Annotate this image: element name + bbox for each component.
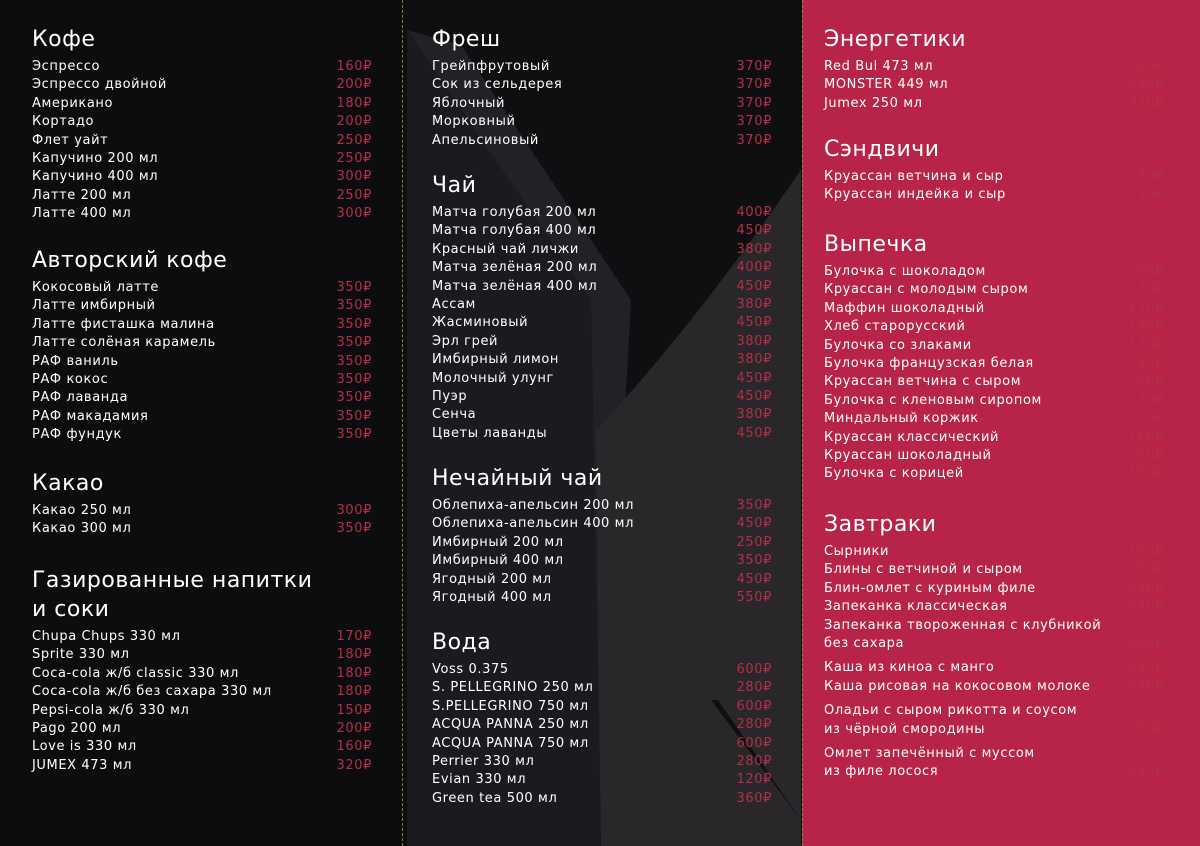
menu-item: [432, 58, 772, 76]
menu-item: [32, 76, 372, 94]
menu-item: [824, 95, 1164, 113]
item-name: Маффин шоколадный: [824, 300, 985, 316]
item-price: 230₽: [1128, 187, 1164, 203]
item-name: Блин-омлет с куриным филе: [824, 580, 1036, 596]
menu-item: [432, 679, 772, 697]
item-price: 380₽: [736, 241, 772, 257]
menu-item: [824, 392, 1164, 410]
item-list: [432, 497, 772, 607]
item-price: 300₽: [336, 503, 372, 518]
item-price: 180₽: [336, 665, 372, 681]
item-price: 170₽: [1128, 300, 1164, 316]
menu-item: [432, 259, 772, 277]
item-price: 450₽: [736, 425, 772, 441]
menu-item: [32, 520, 372, 538]
menu-item: [432, 351, 772, 369]
item-name: ACQUA PANNA 750 мл: [432, 735, 589, 751]
item-name: Морковный: [432, 114, 516, 130]
column-divider: [402, 0, 403, 846]
item-name: Пуэр: [432, 389, 468, 405]
item-name: Кокосовый латте: [32, 280, 160, 295]
menu-item: [824, 318, 1164, 336]
menu-item: [32, 408, 372, 426]
item-name: Матча зелёная 200 мл: [432, 260, 598, 276]
section-breakfast: [824, 511, 1164, 788]
menu-item: [824, 659, 1164, 677]
item-price: 300₽: [336, 169, 372, 185]
menu-item: [32, 665, 372, 683]
menu-item: [432, 132, 772, 150]
menu-item: [432, 698, 772, 716]
item-name: Красный чай личжи: [432, 241, 579, 257]
item-price: 280₽: [1128, 77, 1164, 93]
item-name: S. PELLEGRINO 250 мл: [432, 680, 594, 696]
menu-item: [824, 281, 1164, 299]
item-price: 150₽: [336, 702, 372, 718]
item-name: S.PELLEGRINO 750 мл: [432, 698, 589, 714]
item-price: 450₽: [736, 370, 772, 386]
section-sandwiches: [824, 136, 1164, 205]
menu-item: [432, 333, 772, 351]
menu-item: [432, 425, 772, 443]
item-name: Капучино 400 мл: [32, 169, 159, 185]
item-price: 250₽: [1128, 660, 1164, 676]
section-title: Кофе: [32, 27, 96, 52]
item-name: Сырники: [824, 544, 890, 559]
item-name: Имбирный 200 мл: [432, 534, 564, 550]
item-list: [32, 58, 372, 224]
menu-item: [32, 279, 372, 297]
menu-item: [824, 410, 1164, 428]
item-list: [824, 58, 1164, 113]
menu-item: [32, 646, 372, 664]
item-list: [824, 263, 1164, 484]
menu-item: [824, 373, 1164, 391]
menu-item: [824, 465, 1164, 483]
item-price: 280₽: [736, 754, 772, 770]
item-name: Pago 200 мл: [32, 721, 122, 737]
item-name: Булочка с кленовым сиропом: [824, 392, 1042, 408]
item-name: Круассан ветчина с сыром: [824, 374, 1022, 390]
section-title: Авторский кофе: [32, 248, 228, 273]
section-title: Энергетики: [824, 27, 967, 52]
item-price: 370₽: [736, 95, 772, 111]
item-name: Булочка с корицей: [824, 466, 964, 482]
item-price: 450₽: [736, 278, 772, 294]
menu-item: [32, 702, 372, 720]
section-coffee: [32, 26, 372, 224]
item-name: Voss 0.375: [432, 662, 509, 677]
item-name: Сенча: [432, 407, 477, 423]
menu-item: [432, 296, 772, 314]
item-name: Латте 400 мл: [32, 206, 132, 222]
item-list: [32, 279, 372, 445]
item-name: Булочка со злаками: [824, 337, 972, 353]
section-tea: [432, 172, 772, 443]
item-price: 320₽: [336, 757, 372, 773]
item-price: 350₽: [336, 427, 372, 443]
item-price: 450₽: [736, 315, 772, 331]
menu-item: [32, 95, 372, 113]
menu-item: [432, 497, 772, 515]
section-water: [432, 629, 772, 808]
item-name: Латте 200 мл: [32, 187, 132, 203]
item-name: Латте имбирный: [32, 298, 156, 314]
item-price: 200₽: [336, 721, 372, 737]
menu-item: [432, 571, 772, 589]
item-name: Запеканка твороженная с клубникой без сахара: [824, 617, 1102, 652]
menu-item: [432, 753, 772, 771]
item-price: 250₽: [1128, 374, 1164, 390]
item-name: Jumex 250 мл: [824, 95, 923, 111]
item-name: Матча голубая 200 мл: [432, 205, 597, 220]
menu-item: [824, 300, 1164, 318]
item-name: Какао 300 мл: [32, 521, 132, 537]
item-price: 250₽: [336, 151, 372, 167]
item-price: 170₽: [336, 629, 372, 644]
item-price: 250₽: [1128, 764, 1164, 780]
menu-item: [432, 771, 772, 789]
menu-item: [824, 58, 1164, 76]
menu-item: [432, 222, 772, 240]
menu-item: [32, 389, 372, 407]
item-price: 370₽: [736, 132, 772, 148]
menu-item: [432, 314, 772, 332]
menu-item: [32, 113, 372, 131]
item-name: Цветы лаванды: [432, 425, 548, 441]
item-name: Омлет запечённый с муссом из филе лосося: [824, 746, 1035, 780]
item-price: 350₽: [336, 353, 372, 369]
section-title: Выпечка: [824, 232, 928, 257]
menu-item: [824, 447, 1164, 465]
item-price: 370₽: [736, 59, 772, 74]
menu-item: [824, 186, 1164, 204]
item-price: 250₽: [1128, 448, 1164, 464]
item-price: 350₽: [336, 298, 372, 314]
item-price: 350₽: [336, 521, 372, 537]
item-name: Американо: [32, 95, 114, 111]
item-price: 180₽: [1128, 466, 1164, 482]
item-price: 350₽: [336, 372, 372, 388]
section-pastry: [824, 231, 1164, 484]
item-price: 360₽: [736, 790, 772, 806]
menu-item: [432, 113, 772, 131]
item-name: РАФ макадамия: [32, 408, 149, 424]
item-name: Круассан индейка и сыр: [824, 187, 1006, 203]
item-price: 180₽: [1128, 544, 1164, 559]
item-name: РАФ лаванда: [32, 390, 129, 406]
menu-item: [824, 617, 1164, 654]
item-name: Круассан классический: [824, 429, 1000, 445]
menu-item: [824, 702, 1164, 739]
menu-item: [432, 716, 772, 734]
item-name: MONSTER 449 мл: [824, 77, 949, 93]
item-name: Каша из киноа с манго: [824, 660, 995, 676]
item-price: 600₽: [736, 662, 772, 677]
item-price: 280₽: [736, 680, 772, 696]
menu-item: [32, 720, 372, 738]
item-name: ACQUA PANNA 250 мл: [432, 717, 589, 733]
item-name: Love is 330 мл: [32, 739, 137, 755]
menu-item: [824, 598, 1164, 616]
item-price: 600₽: [736, 698, 772, 714]
item-name: РАФ кокос: [32, 372, 109, 388]
item-price: 180₽: [336, 647, 372, 663]
menu-item: [824, 543, 1164, 561]
item-price: 170₽: [1128, 337, 1164, 353]
menu-item: [32, 205, 372, 223]
item-price: 380₽: [736, 407, 772, 423]
item-price: 350₽: [336, 390, 372, 406]
item-price: 280₽: [1128, 636, 1164, 652]
item-name: Грейпфрутовый: [432, 59, 550, 74]
menu-item: [432, 515, 772, 533]
item-name: Апельсиновый: [432, 132, 539, 148]
menu-item: [32, 426, 372, 444]
item-price: 180₽: [336, 684, 372, 700]
menu-item: [32, 353, 372, 371]
section-fresh: [432, 26, 772, 150]
menu-item: [32, 683, 372, 701]
menu-item: [824, 168, 1164, 186]
item-name: Яблочный: [432, 95, 506, 111]
section-title: Вода: [432, 630, 492, 655]
menu-item: [32, 502, 372, 520]
menu-item: [824, 355, 1164, 373]
item-name: Капучино 200 мл: [32, 151, 159, 167]
menu-item: [432, 661, 772, 679]
item-price: 400₽: [736, 205, 772, 220]
item-price: 350₽: [736, 553, 772, 569]
item-name: Жасминовый: [432, 315, 529, 331]
item-name: РАФ фундук: [32, 427, 122, 443]
item-list: [824, 543, 1164, 782]
item-price: 180₽: [1128, 319, 1164, 335]
menu-item: [432, 241, 772, 259]
menu-item: [432, 552, 772, 570]
item-list: [32, 628, 372, 775]
column-divider: [802, 0, 803, 846]
item-price: 280₽: [1128, 59, 1164, 74]
item-name: Хлеб старорусский: [824, 319, 966, 335]
item-name: Chupa Chups 330 мл: [32, 629, 181, 644]
item-name: Матча зелёная 400 мл: [432, 278, 598, 294]
item-price: 220₽: [1128, 392, 1164, 408]
item-price: 350₽: [336, 335, 372, 351]
menu-item: [432, 388, 772, 406]
menu-item: [824, 580, 1164, 598]
menu-item: [432, 95, 772, 113]
item-name: Pepsi-cola ж/б 330 мл: [32, 702, 190, 718]
item-price: 160₽: [336, 59, 372, 74]
section-title: Чай: [432, 173, 477, 198]
menu-item: [32, 150, 372, 168]
item-name: Круассан шоколадный: [824, 448, 992, 464]
item-price: 380₽: [736, 297, 772, 313]
item-name: Оладьи с сыром рикотта и соусом из чёрной смородины: [824, 703, 1078, 737]
item-price: 250₽: [336, 187, 372, 203]
item-price: 550₽: [736, 590, 772, 606]
menu-item: [432, 204, 772, 222]
item-price: 120₽: [736, 772, 772, 788]
menu-item: [824, 263, 1164, 281]
item-name: Каша рисовая на кокосовом молоке: [824, 678, 1091, 694]
menu-item: [432, 278, 772, 296]
item-price: 450₽: [736, 571, 772, 587]
menu-item: [824, 745, 1164, 782]
section-sodas-juices: [32, 566, 372, 775]
menu-item: [32, 757, 372, 775]
item-name: Sprite 330 мл: [32, 647, 130, 663]
section-title: Какао: [32, 471, 104, 496]
item-price: 200₽: [336, 114, 372, 130]
item-name: РАФ ваниль: [32, 353, 119, 369]
menu-item: [32, 58, 372, 76]
item-list: [32, 502, 372, 539]
item-price: 250₽: [736, 534, 772, 550]
item-list: [432, 661, 772, 808]
item-price: 370₽: [736, 114, 772, 130]
item-name: Evian 330 мл: [432, 772, 527, 788]
menu-item: [32, 168, 372, 186]
item-name: Ассам: [432, 297, 476, 313]
item-price: 450₽: [736, 516, 772, 532]
item-price: 350₽: [736, 498, 772, 513]
item-name: Эспрессо: [32, 59, 101, 74]
item-price: 380₽: [736, 352, 772, 368]
item-name: Облепиха-апельсин 400 мл: [432, 516, 634, 532]
item-price: 50₽: [1137, 356, 1164, 372]
item-name: Латте фисташка малина: [32, 316, 215, 332]
menu-item: [32, 334, 372, 352]
section-energy-drinks: [824, 26, 1164, 113]
item-price: 450₽: [736, 223, 772, 239]
menu-item: [824, 76, 1164, 94]
item-price: 160₽: [1128, 429, 1164, 445]
item-price: 200₽: [1128, 264, 1164, 279]
item-price: 180₽: [336, 95, 372, 111]
item-name: Red Bul 473 мл: [824, 59, 934, 74]
menu-item: [32, 738, 372, 756]
section-title: Сэндвичи: [824, 137, 940, 162]
menu-item: [432, 76, 772, 94]
menu-item: [32, 316, 372, 334]
menu-item: [32, 132, 372, 150]
item-price: 160₽: [336, 739, 372, 755]
item-name: Круассан с молодым сыром: [824, 282, 1029, 298]
item-name: Латте солёная карамель: [32, 335, 216, 351]
item-name: Миндальный коржик: [824, 411, 979, 427]
menu-item: [824, 678, 1164, 696]
item-name: Какао 250 мл: [32, 503, 132, 518]
menu-item: [432, 790, 772, 808]
section-cocoa: [32, 470, 372, 539]
item-price: 370₽: [736, 77, 772, 93]
item-price: 250₽: [336, 132, 372, 148]
item-price: 230₽: [1128, 282, 1164, 298]
item-price: 250₽: [1128, 580, 1164, 596]
section-title: Фреш: [432, 27, 501, 52]
menu-item: [432, 406, 772, 424]
item-name: Ягодный 400 мл: [432, 590, 552, 606]
menu-item: [32, 628, 372, 646]
item-price: 220₽: [1128, 599, 1164, 615]
item-price: 350₽: [336, 316, 372, 332]
item-name: Облепиха-апельсин 200 мл: [432, 498, 634, 513]
menu-item: [432, 534, 772, 552]
menu-item: [824, 337, 1164, 355]
item-price: 380₽: [736, 333, 772, 349]
menu-item: [32, 187, 372, 205]
menu-item: [432, 370, 772, 388]
item-price: 350₽: [336, 408, 372, 424]
item-name: Green tea 500 мл: [432, 790, 558, 806]
item-price: 350₽: [336, 280, 372, 295]
item-price: 400₽: [736, 260, 772, 276]
item-name: Coca-cola ж/б без сахара 330 мл: [32, 684, 272, 700]
item-name: Молочный улунг: [432, 370, 554, 386]
item-price: 300₽: [336, 206, 372, 222]
menu-item: [32, 297, 372, 315]
item-name: JUMEX 473 мл: [32, 757, 133, 773]
section-signature-coffee: [32, 247, 372, 445]
item-name: Эрл грей: [432, 333, 499, 349]
item-name: Булочка с шоколадом: [824, 264, 986, 279]
item-list: [824, 168, 1164, 205]
menu-item: [824, 429, 1164, 447]
item-price: 600₽: [736, 735, 772, 751]
item-name: Блины с ветчиной и сыром: [824, 562, 1023, 578]
item-price: 220₽: [1128, 411, 1164, 427]
item-price: 320₽: [1128, 95, 1164, 111]
item-name: Круассан ветчина и сыр: [824, 169, 1004, 184]
menu-item: [432, 589, 772, 607]
item-name: Запеканка классическая: [824, 599, 1008, 615]
item-name: Эспрессо двойной: [32, 77, 167, 93]
item-name: Имбирный 400 мл: [432, 553, 564, 569]
item-name: Имбирный лимон: [432, 352, 560, 368]
item-list: [432, 58, 772, 150]
item-name: Сок из сельдерея: [432, 77, 563, 93]
item-price: 200₽: [336, 77, 372, 93]
item-price: 450₽: [736, 389, 772, 405]
menu-item: [432, 735, 772, 753]
menu-item: [824, 561, 1164, 579]
menu-item: [32, 371, 372, 389]
item-name: Ягодный 200 мл: [432, 571, 552, 587]
item-name: Флет уайт: [32, 132, 109, 148]
item-name: Кортадо: [32, 114, 95, 130]
item-name: Perrier 330 мл: [432, 754, 535, 770]
section-title: Завтраки: [824, 512, 937, 537]
section-title: Газированные напитки и соки: [32, 568, 313, 622]
item-name: Матча голубая 400 мл: [432, 223, 597, 239]
item-price: 250₽: [1128, 678, 1164, 694]
section-non-tea: [432, 465, 772, 607]
item-price: 230₽: [1128, 169, 1164, 184]
item-price: 250₽: [1128, 721, 1164, 737]
item-list: [432, 204, 772, 443]
section-title: Нечайный чай: [432, 466, 603, 491]
item-price: 250₽: [1128, 562, 1164, 578]
item-price: 280₽: [736, 717, 772, 733]
item-name: Coca-cola ж/б classic 330 мл: [32, 665, 239, 681]
item-name: Булочка французская белая: [824, 356, 1034, 372]
